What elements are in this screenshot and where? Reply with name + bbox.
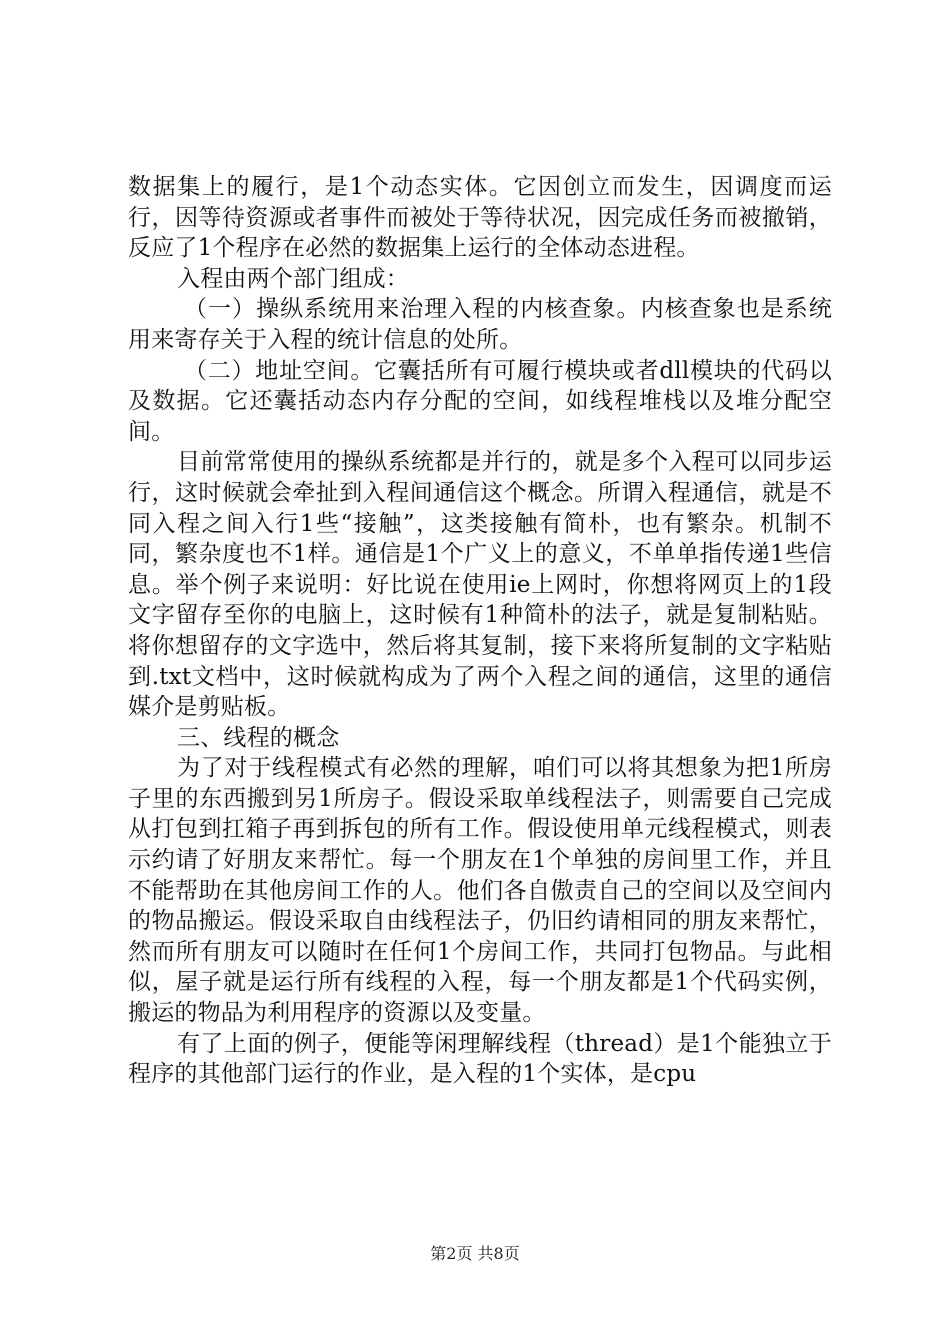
document-body (128, 172, 832, 1090)
paragraph-thread-definition: 有了上面的例子，便能等闲理解线程（thread）是1个能独立于程序的其他部门运行的作业，是入程的1个实体，是cpu (128, 1030, 832, 1088)
paragraph-process-components-intro: 入程由两个部门组成： (177, 265, 409, 292)
paragraph-thread-analogy: 为了对于线程模式有必然的理解，咱们可以将其想象为把1所房子里的东西搬到另1所房子。假设采取单线程法子，则需要自己完成从打包到扛箱子再到拆包的所有工作。假设使用单元线程模式，则表示约请了好朋友来帮忙。每一个朋友在1个单独的房间里工作，并且不能帮助在其他房间工作的人。他们各自傲责自己的空间以及空间内的物品搬运。假设采取自由线程法子，仍旧约请相同的朋友来帮忙，然而所有朋友可以随时在任何1个房间工作，共同打包物品。与此相似，屋子就是运行所有线程的入程，每一个朋友都是1个代码实例，搬运的物品为利用程序的资源以及变量。 (128, 755, 832, 1027)
paragraph-process-definition-continued: 数据集上的履行，是1个动态实体。它因创立而发生，因调度而运行，因等待资源或者事件而被处于等待状况，因完成任务而被撤销，反应了1个程序在必然的数据集上运行的全体动态进程。 (128, 174, 832, 262)
page-number-footer: 第2页 共8页 (430, 1244, 520, 1263)
section-heading-thread-concept: 三、线程的概念 (177, 724, 340, 751)
paragraph-interprocess-communication: 目前常常使用的操纵系统都是并行的，就是多个入程可以同步运行，这时候就会牵扯到入程间通信这个概念。所谓入程通信，就是不同入程之间入行1些“接触”，这类接触有简朴，也有繁杂。机制不同，繁杂度也不1样。通信是1个广义上的意义，不单单指传递1些信息。举个例子来说明：好比说在使用ie上网时，你想将网页上的1段文字留存至你的电脑上，这时候有1种简朴的法子，就是复制粘贴。将你想留存的文字选中，然后将其复制，接下来将所复制的文字粘贴到.txt文档中，这时候就构成为了两个入程之间的通信，这里的通信媒介是剪贴板。 (128, 449, 832, 721)
paragraph-kernel-object: （一）操纵系统用来治理入程的内核查象。内核查象也是系统用来寄存关于入程的统计信息的处所。 (128, 296, 832, 353)
paragraph-address-space: （二）地址空间。它囊括所有可履行模块或者dll模块的代码以及数据。它还囊括动态内存分配的空间，如线程堆栈以及堆分配空间。 (128, 357, 832, 445)
